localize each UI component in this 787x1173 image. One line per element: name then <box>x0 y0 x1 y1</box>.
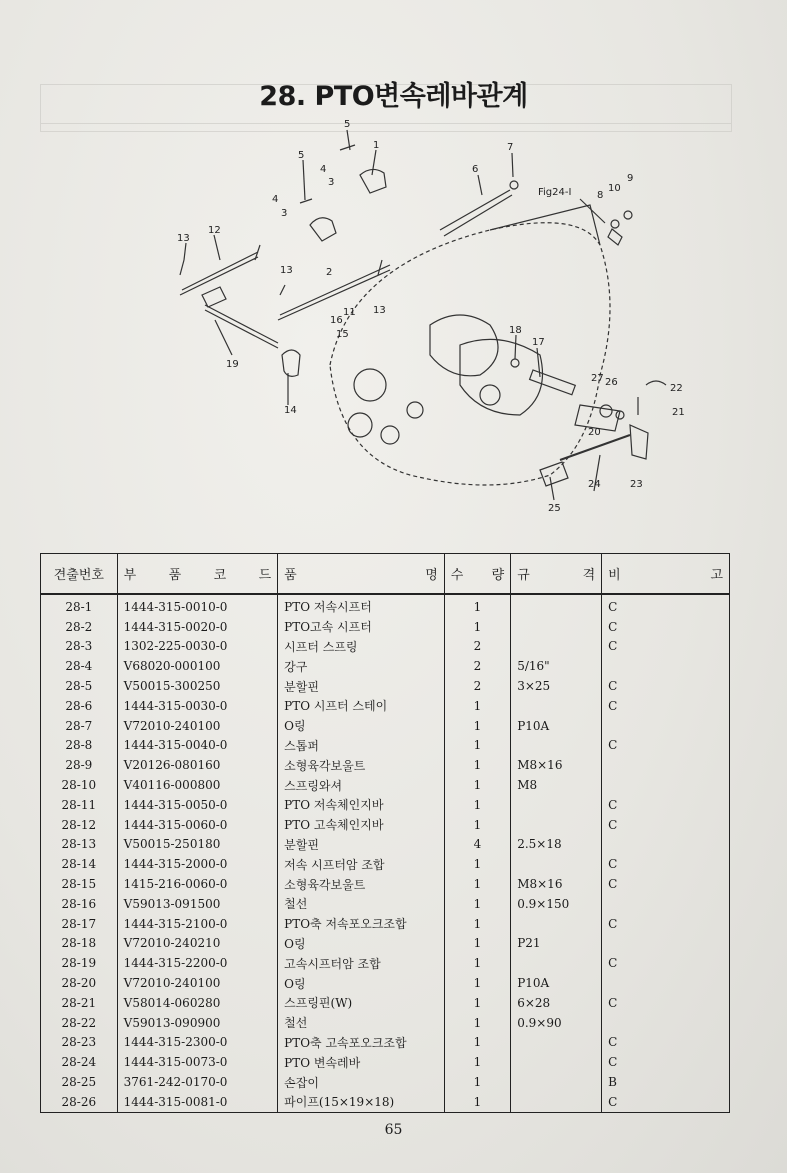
ref-no-cell: 28-26 <box>41 1092 118 1112</box>
part-code-cell: V40116-000800 <box>117 775 277 795</box>
quantity-cell: 1 <box>444 973 510 993</box>
table-row <box>41 815 730 835</box>
callout-16: 16 <box>330 315 343 326</box>
callout-17: 17 <box>532 337 545 348</box>
col-part-name: 품 명 <box>278 554 445 595</box>
quantity-cell: 1 <box>444 775 510 795</box>
callout-4b: 4 <box>272 194 279 205</box>
part-name-cell: PTO 시프터 스테이 <box>278 696 445 716</box>
callout-27: 27 <box>591 373 604 384</box>
part-name-cell: PTO 저속시프터 <box>278 594 445 617</box>
spec-cell <box>511 953 602 973</box>
part-name-cell: 손잡이 <box>278 1072 445 1092</box>
quantity-cell: 1 <box>444 854 510 874</box>
ref-no-cell: 28-19 <box>41 953 118 973</box>
spec-cell <box>511 1033 602 1053</box>
table-row <box>41 894 730 914</box>
part-code-cell: 1444-315-0081-0 <box>117 1092 277 1112</box>
quantity-cell: 1 <box>444 953 510 973</box>
page-number: 65 <box>384 1122 403 1138</box>
spec-cell <box>511 815 602 835</box>
callout-14: 14 <box>284 405 297 416</box>
callout-4a: 4 <box>320 164 327 175</box>
page-title: 28. PTO변속레바관계 <box>259 81 528 112</box>
part-name-cell: 소형육각보울트 <box>278 755 445 775</box>
ref-no-cell: 28-3 <box>41 637 118 657</box>
table-header <box>41 554 730 595</box>
ref-no-cell: 28-24 <box>41 1052 118 1072</box>
part-code-cell: V58014-060280 <box>117 993 277 1013</box>
quantity-cell: 1 <box>444 874 510 894</box>
part-name-cell: PTO 저속체인지바 <box>278 795 445 815</box>
callout-11: 11 <box>343 307 356 318</box>
spec-cell: 6×28 <box>511 993 602 1013</box>
part-name-cell: 강구 <box>278 656 445 676</box>
part-code-cell: 1444-315-2000-0 <box>117 854 277 874</box>
part-name-cell: PTO고속 시프터 <box>278 617 445 637</box>
remarks-cell: C <box>602 993 730 1013</box>
quantity-cell: 1 <box>444 1052 510 1072</box>
ref-no-cell: 28-15 <box>41 874 118 894</box>
callout-1: 1 <box>373 140 380 151</box>
callout-3a: 3 <box>328 177 335 188</box>
remarks-cell: C <box>602 696 730 716</box>
callout-19: 19 <box>226 359 239 370</box>
spec-cell <box>511 736 602 756</box>
part-code-cell: V68020-000100 <box>117 656 277 676</box>
part-name-cell: 분할핀 <box>278 676 445 696</box>
table-row <box>41 1033 730 1053</box>
part-code-cell: V50015-250180 <box>117 835 277 855</box>
spec-cell: 0.9×90 <box>511 1013 602 1033</box>
remarks-cell <box>602 1013 730 1033</box>
ref-no-cell: 28-23 <box>41 1033 118 1053</box>
remarks-cell: C <box>602 815 730 835</box>
part-code-cell: V59013-091500 <box>117 894 277 914</box>
table-row <box>41 775 730 795</box>
spec-cell <box>511 854 602 874</box>
table-row <box>41 1013 730 1033</box>
spec-cell: M8×16 <box>511 874 602 894</box>
table-row <box>41 795 730 815</box>
quantity-cell: 2 <box>444 656 510 676</box>
table-row <box>41 676 730 696</box>
part-code-cell: 1444-315-0020-0 <box>117 617 277 637</box>
callout-5b: 5 <box>298 150 305 161</box>
part-name-cell: 파이프(15×19×18) <box>278 1092 445 1112</box>
part-name-cell: 시프터 스프링 <box>278 637 445 657</box>
remarks-cell <box>602 656 730 676</box>
table-row <box>41 1052 730 1072</box>
part-code-cell: V72010-240100 <box>117 716 277 736</box>
ref-no-cell: 28-1 <box>41 594 118 617</box>
quantity-cell: 1 <box>444 755 510 775</box>
ref-no-cell: 28-11 <box>41 795 118 815</box>
callout-13a: 13 <box>177 233 190 244</box>
part-code-cell: 1444-315-0010-0 <box>117 594 277 617</box>
quantity-cell: 1 <box>444 736 510 756</box>
part-code-cell: 1444-315-2100-0 <box>117 914 277 934</box>
part-name-cell: 스톱퍼 <box>278 736 445 756</box>
spec-cell: 3×25 <box>511 676 602 696</box>
ref-no-cell: 28-18 <box>41 934 118 954</box>
spec-cell: P21 <box>511 934 602 954</box>
remarks-cell <box>602 716 730 736</box>
remarks-cell: C <box>602 1033 730 1053</box>
quantity-cell: 2 <box>444 637 510 657</box>
table-row <box>41 854 730 874</box>
spec-cell <box>511 617 602 637</box>
col-spec: 규 격 <box>511 554 602 595</box>
spec-cell <box>511 1052 602 1072</box>
quantity-cell: 1 <box>444 894 510 914</box>
table-row <box>41 617 730 637</box>
table-row <box>41 953 730 973</box>
part-name-cell: PTO축 저속포오크조합 <box>278 914 445 934</box>
table-row <box>41 716 730 736</box>
remarks-cell: C <box>602 1052 730 1072</box>
part-code-cell: 1444-315-2200-0 <box>117 953 277 973</box>
part-name-cell: 고속시프터암 조합 <box>278 953 445 973</box>
remarks-cell <box>602 934 730 954</box>
spec-cell <box>511 1092 602 1112</box>
table-row <box>41 874 730 894</box>
remarks-cell <box>602 775 730 795</box>
callout-20: 20 <box>588 427 601 438</box>
callout-26: 26 <box>605 377 618 388</box>
ref-no-cell: 28-7 <box>41 716 118 736</box>
part-code-cell: V59013-090900 <box>117 1013 277 1033</box>
quantity-cell: 1 <box>444 934 510 954</box>
callout-8: 8 <box>597 190 604 201</box>
remarks-cell: B <box>602 1072 730 1092</box>
spec-cell: M8 <box>511 775 602 795</box>
ref-no-cell: 28-13 <box>41 835 118 855</box>
col-ref-no: 견출번호 <box>41 554 118 595</box>
callout-12: 12 <box>208 225 221 236</box>
table-row <box>41 696 730 716</box>
remarks-cell: C <box>602 617 730 637</box>
part-name-cell: PTO축 고속포오크조합 <box>278 1033 445 1053</box>
part-code-cell: 1302-225-0030-0 <box>117 637 277 657</box>
table-row <box>41 993 730 1013</box>
quantity-cell: 1 <box>444 716 510 736</box>
table-row <box>41 914 730 934</box>
part-name-cell: PTO 고속체인지바 <box>278 815 445 835</box>
part-name-cell: O링 <box>278 934 445 954</box>
callout-18: 18 <box>509 325 522 336</box>
part-code-cell: V20126-080160 <box>117 755 277 775</box>
parts-table <box>40 553 730 1117</box>
callout-13b: 13 <box>280 265 293 276</box>
callout-10: 10 <box>608 183 621 194</box>
quantity-cell: 1 <box>444 594 510 617</box>
callout-25: 25 <box>548 503 561 514</box>
remarks-cell: C <box>602 594 730 617</box>
part-code-cell: V72010-240210 <box>117 934 277 954</box>
ref-no-cell: 28-4 <box>41 656 118 676</box>
callout-21: 21 <box>672 407 685 418</box>
table-row <box>41 637 730 657</box>
part-name-cell: 스프링와셔 <box>278 775 445 795</box>
table-row <box>41 1072 730 1092</box>
callout-7: 7 <box>507 142 514 153</box>
part-name-cell: 소형육각보울트 <box>278 874 445 894</box>
ref-no-cell: 28-9 <box>41 755 118 775</box>
remarks-cell <box>602 835 730 855</box>
remarks-cell <box>602 973 730 993</box>
callout-fig: Fig24-I <box>538 187 572 198</box>
spec-cell <box>511 696 602 716</box>
col-part-code: 부 품 코 드 <box>117 554 277 595</box>
quantity-cell: 1 <box>444 795 510 815</box>
col-remarks: 비 고 <box>602 554 730 595</box>
spec-cell <box>511 637 602 657</box>
quantity-cell: 1 <box>444 696 510 716</box>
part-name-cell: 철선 <box>278 894 445 914</box>
part-code-cell: 3761-242-0170-0 <box>117 1072 277 1092</box>
ref-no-cell: 28-6 <box>41 696 118 716</box>
col-quantity: 수 량 <box>444 554 510 595</box>
quantity-cell: 1 <box>444 1013 510 1033</box>
quantity-cell: 1 <box>444 993 510 1013</box>
spec-cell <box>511 1072 602 1092</box>
callout-22: 22 <box>670 383 683 394</box>
ref-no-cell: 28-14 <box>41 854 118 874</box>
part-name-cell: 스프링핀(W) <box>278 993 445 1013</box>
quantity-cell: 1 <box>444 1033 510 1053</box>
table-row <box>41 973 730 993</box>
remarks-cell: C <box>602 1092 730 1112</box>
callout-5a: 5 <box>344 119 351 130</box>
ref-no-cell: 28-8 <box>41 736 118 756</box>
table-row <box>41 755 730 775</box>
ref-no-cell: 28-20 <box>41 973 118 993</box>
part-name-cell: PTO 변속레바 <box>278 1052 445 1072</box>
part-code-cell: 1444-315-0050-0 <box>117 795 277 815</box>
spec-cell <box>511 594 602 617</box>
part-code-cell: 1444-315-0073-0 <box>117 1052 277 1072</box>
table-row <box>41 656 730 676</box>
spec-cell <box>511 914 602 934</box>
table-row <box>41 594 730 617</box>
quantity-cell: 2 <box>444 676 510 696</box>
table-row <box>41 835 730 855</box>
exploded-parts-diagram <box>160 115 700 525</box>
part-code-cell: V72010-240100 <box>117 973 277 993</box>
part-name-cell: 저속 시프터암 조합 <box>278 854 445 874</box>
ref-no-cell: 28-5 <box>41 676 118 696</box>
part-code-cell: V50015-300250 <box>117 676 277 696</box>
remarks-cell: C <box>602 914 730 934</box>
quantity-cell: 1 <box>444 914 510 934</box>
callout-9: 9 <box>627 173 634 184</box>
ref-no-cell: 28-25 <box>41 1072 118 1092</box>
remarks-cell: C <box>602 854 730 874</box>
callout-13c: 13 <box>373 305 386 316</box>
part-name-cell: O링 <box>278 716 445 736</box>
table-row <box>41 1092 730 1112</box>
spec-cell: P10A <box>511 973 602 993</box>
callout-3b: 3 <box>281 208 288 219</box>
ref-no-cell: 28-12 <box>41 815 118 835</box>
quantity-cell: 1 <box>444 617 510 637</box>
remarks-cell: C <box>602 676 730 696</box>
quantity-cell: 1 <box>444 815 510 835</box>
quantity-cell: 1 <box>444 1092 510 1112</box>
remarks-cell: C <box>602 795 730 815</box>
remarks-cell: C <box>602 637 730 657</box>
part-name-cell: 분할핀 <box>278 835 445 855</box>
part-code-cell: 1444-315-2300-0 <box>117 1033 277 1053</box>
quantity-cell: 1 <box>444 1072 510 1092</box>
part-code-cell: 1415-216-0060-0 <box>117 874 277 894</box>
ref-no-cell: 28-10 <box>41 775 118 795</box>
part-code-cell: 1444-315-0060-0 <box>117 815 277 835</box>
remarks-cell: C <box>602 736 730 756</box>
remarks-cell <box>602 894 730 914</box>
ref-no-cell: 28-17 <box>41 914 118 934</box>
spec-cell: M8×16 <box>511 755 602 775</box>
ref-no-cell: 28-21 <box>41 993 118 1013</box>
part-name-cell: O링 <box>278 973 445 993</box>
quantity-cell: 4 <box>444 835 510 855</box>
part-name-cell: 철선 <box>278 1013 445 1033</box>
remarks-cell: C <box>602 874 730 894</box>
table-row <box>41 934 730 954</box>
ref-no-cell: 28-16 <box>41 894 118 914</box>
ref-no-cell: 28-2 <box>41 617 118 637</box>
spec-cell: 2.5×18 <box>511 835 602 855</box>
spec-cell <box>511 795 602 815</box>
callout-23: 23 <box>630 479 643 490</box>
callout-6: 6 <box>472 164 479 175</box>
callout-24: 24 <box>588 479 601 490</box>
remarks-cell <box>602 755 730 775</box>
callout-2: 2 <box>326 267 333 278</box>
spec-cell: 0.9×150 <box>511 894 602 914</box>
part-code-cell: 1444-315-0030-0 <box>117 696 277 716</box>
ref-no-cell: 28-22 <box>41 1013 118 1033</box>
callout-15: 15 <box>336 329 349 340</box>
remarks-cell: C <box>602 953 730 973</box>
part-code-cell: 1444-315-0040-0 <box>117 736 277 756</box>
spec-cell: 5/16" <box>511 656 602 676</box>
spec-cell: P10A <box>511 716 602 736</box>
table-row <box>41 736 730 756</box>
